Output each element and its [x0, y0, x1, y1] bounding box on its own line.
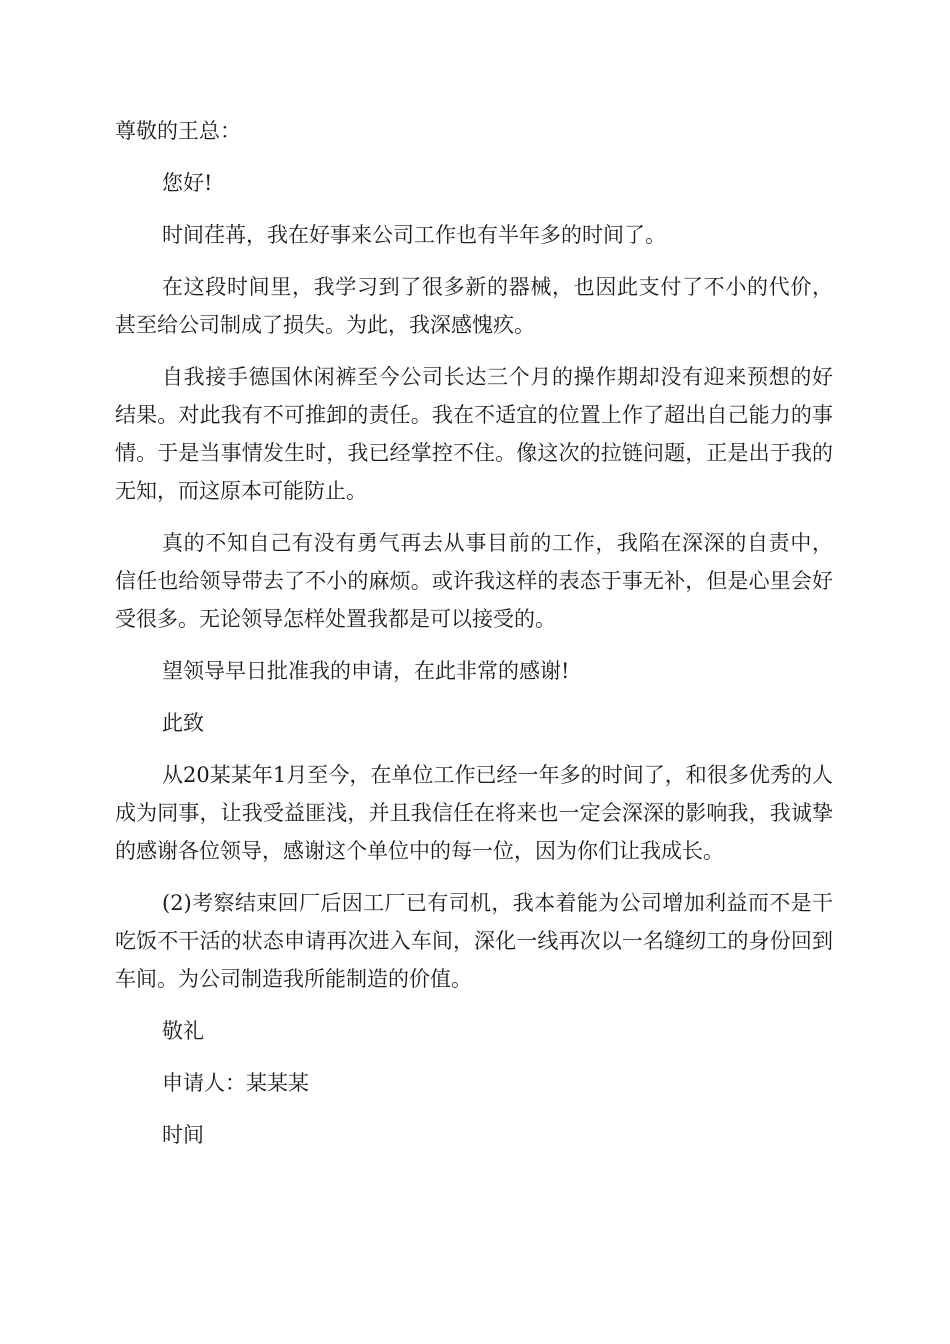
applicant-signature: 申请人：某某某	[162, 1071, 309, 1095]
paragraph-3: 自我接手德国休闲裤至今公司长达三个月的操作期却没有迎来预想的好结果。对此我有不可推卸的责任。我在不适宜的位置上作了超出自己能力的事情。于是当事情发生时，我已经掌控不住。像这次的拉链问题，正是出于我的无知，而这原本可能防止。	[115, 365, 833, 503]
paragraph-6: 从20某某年1月至今，在单位工作已经一年多的时间了，和很多优秀的人成为同事，让我受益匪浅，并且我信任在将来也一定会深深的影响我，我诚挚的感谢各位领导，感谢这个单位中的每一位，因为你们让我成长。	[115, 763, 833, 863]
paragraph-7: (2)考察结束回厂后因工厂已有司机，我本着能为公司增加利益而不是干吃饭不干活的状态申请再次进入车间，深化一线再次以一名缝纫工的身份回到车间。为公司制造我所能制造的价值。	[115, 891, 833, 991]
letter-body	[115, 112, 833, 1168]
closing-regards: 此致	[162, 711, 204, 735]
closing-salute: 敬礼	[162, 1019, 204, 1043]
paragraph-2: 在这段时间里，我学习到了很多新的器械，也因此支付了不小的代价，甚至给公司制成了损失。为此，我深感愧疚。	[115, 275, 833, 337]
paragraph-5: 望领导早日批准我的申请，在此非常的感谢!	[162, 659, 570, 683]
paragraph-1: 时间荏苒，我在好事来公司工作也有半年多的时间了。	[162, 223, 666, 247]
date-label: 时间	[162, 1123, 204, 1147]
greeting: 您好!	[162, 171, 213, 195]
salutation: 尊敬的王总：	[115, 119, 241, 143]
paragraph-4: 真的不知自己有没有勇气再去从事目前的工作，我陷在深深的自责中，信任也给领导带去了不小的麻烦。或许我这样的表态于事无补，但是心里会好受很多。无论领导怎样处置我都是可以接受的。	[115, 531, 833, 631]
